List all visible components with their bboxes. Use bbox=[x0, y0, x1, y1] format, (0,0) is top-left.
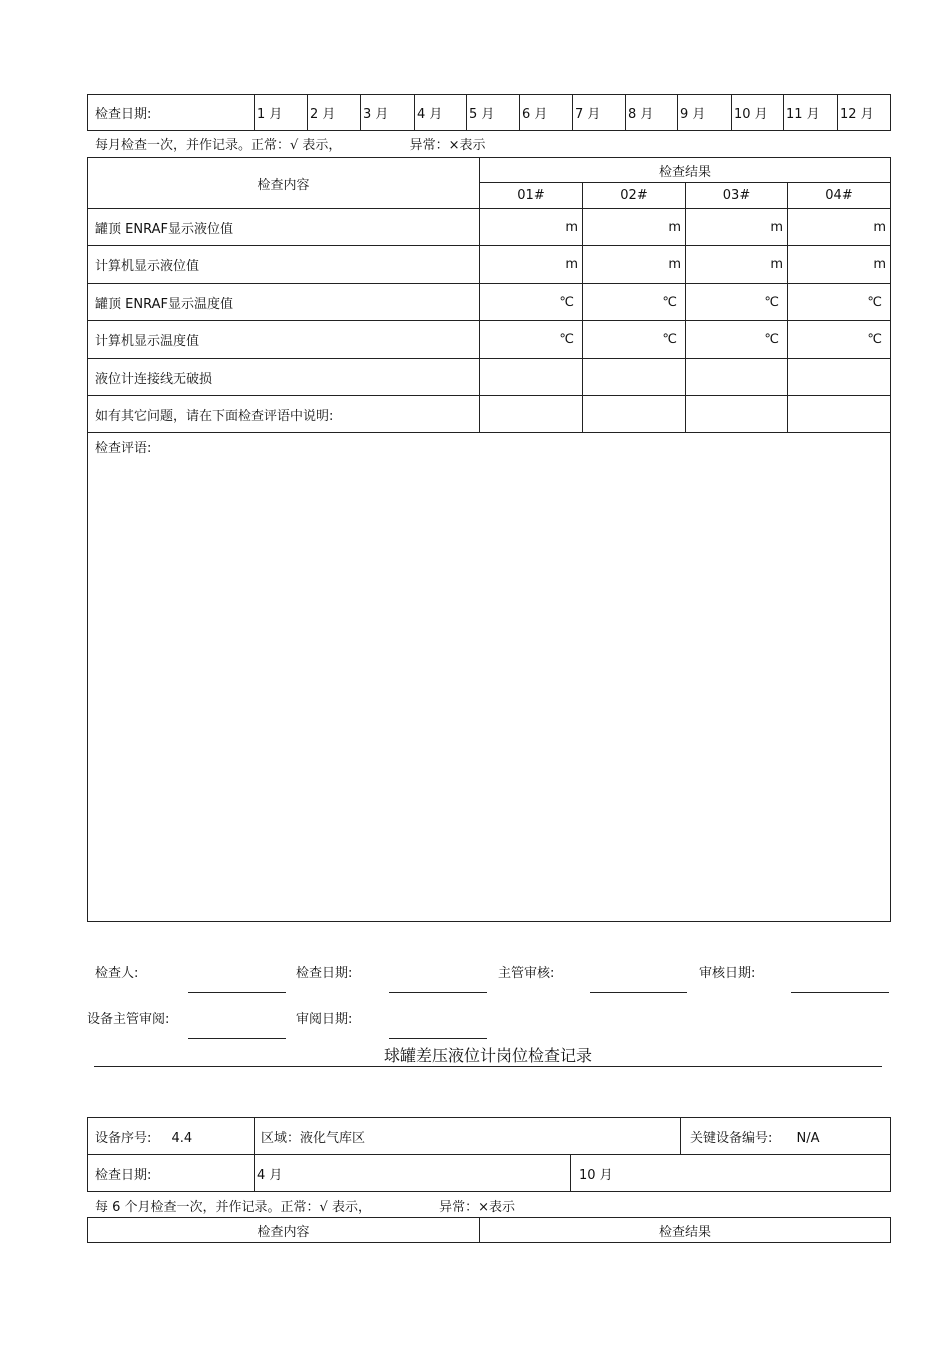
row-label: 罐顶 ENRAF显示温度值 bbox=[88, 284, 480, 321]
result-cell[interactable] bbox=[480, 396, 583, 433]
key-device-value: N/A bbox=[796, 1130, 820, 1146]
result-cell[interactable]: ℃ bbox=[583, 321, 686, 359]
key-device-label: 关键设备编号: bbox=[690, 1130, 773, 1146]
second-note-abnormal: 异常：×表示 bbox=[439, 1200, 515, 1215]
monthly-note bbox=[95, 134, 485, 153]
month-cell[interactable]: 8 月 bbox=[626, 95, 678, 131]
result-cell[interactable]: ℃ bbox=[480, 284, 583, 321]
supervisor-review-label: 主管审核: bbox=[498, 966, 555, 981]
result-cell[interactable] bbox=[686, 359, 788, 396]
month-cell[interactable]: 12 月 bbox=[838, 95, 891, 131]
device-no-value: 4.4 bbox=[171, 1130, 193, 1146]
month-cell[interactable]: 6 月 bbox=[520, 95, 573, 131]
area-cell: 区域：液化气库区 bbox=[255, 1118, 681, 1155]
read-date-line[interactable] bbox=[389, 1038, 487, 1039]
result-cell[interactable] bbox=[480, 359, 583, 396]
month-cell[interactable]: 1 月 bbox=[255, 95, 308, 131]
result-cell[interactable]: ℃ bbox=[686, 284, 788, 321]
second-note-normal: 每 6 个月检查一次，并作记录。正常：√ 表示， bbox=[95, 1200, 371, 1215]
row-label: 计算机显示温度值 bbox=[88, 321, 480, 359]
inspect-date-label: 检查日期: bbox=[296, 966, 353, 981]
result-cell[interactable]: m bbox=[686, 246, 788, 284]
comment-label: 检查评语: bbox=[95, 441, 152, 456]
result-cell[interactable]: m bbox=[583, 209, 686, 246]
result-header: 检查结果 bbox=[480, 158, 891, 183]
row-label: 罐顶 ENRAF显示液位值 bbox=[88, 209, 480, 246]
result-cell[interactable]: m bbox=[788, 209, 891, 246]
second-note bbox=[95, 1196, 515, 1215]
result-cell[interactable]: ℃ bbox=[788, 284, 891, 321]
month-cell[interactable]: 10 月 bbox=[732, 95, 784, 131]
result-cell[interactable] bbox=[583, 359, 686, 396]
results-table bbox=[87, 157, 891, 922]
column-header: 01# bbox=[480, 183, 583, 209]
month-cell[interactable]: 2 月 bbox=[308, 95, 361, 131]
month-cell[interactable]: 7 月 bbox=[573, 95, 626, 131]
device-no-cell bbox=[88, 1118, 255, 1155]
result-cell[interactable] bbox=[583, 396, 686, 433]
key-device-cell bbox=[681, 1118, 891, 1155]
inspector-signature-line[interactable] bbox=[188, 992, 286, 993]
result-cell[interactable] bbox=[686, 396, 788, 433]
second-date-label: 检查日期: bbox=[88, 1155, 255, 1192]
monthly-date-table bbox=[87, 94, 891, 131]
result-cell[interactable]: m bbox=[686, 209, 788, 246]
form-title: 球罐差压液位计岗位检查记录 bbox=[383, 1046, 592, 1065]
device-no-label: 设备序号: bbox=[95, 1130, 152, 1146]
result-cell[interactable]: m bbox=[480, 209, 583, 246]
equipment-supervisor-label: 设备主管审阅: bbox=[87, 1012, 170, 1027]
month-cell[interactable]: 11 月 bbox=[784, 95, 838, 131]
april-cell[interactable]: 4 月 bbox=[255, 1155, 571, 1192]
result-cell[interactable] bbox=[788, 396, 891, 433]
month-cell[interactable]: 3 月 bbox=[361, 95, 415, 131]
month-cell[interactable]: 5 月 bbox=[467, 95, 520, 131]
monthly-note-abnormal: 异常：×表示 bbox=[409, 138, 486, 153]
second-results-header bbox=[87, 1217, 891, 1243]
month-cell[interactable]: 4 月 bbox=[415, 95, 467, 131]
row-label: 如有其它问题，请在下面检查评语中说明: bbox=[88, 396, 480, 433]
title-underline bbox=[94, 1066, 882, 1067]
device-info-table bbox=[87, 1117, 891, 1192]
comment-area[interactable] bbox=[88, 433, 891, 922]
result-cell[interactable]: m bbox=[788, 246, 891, 284]
equipment-supervisor-line[interactable] bbox=[188, 1038, 286, 1039]
inspector-label: 检查人: bbox=[95, 966, 139, 981]
result-cell[interactable]: ℃ bbox=[480, 321, 583, 359]
column-header: 03# bbox=[686, 183, 788, 209]
read-date-label: 审阅日期: bbox=[296, 1012, 353, 1027]
second-content-header: 检查内容 bbox=[88, 1218, 480, 1243]
result-cell[interactable]: m bbox=[583, 246, 686, 284]
supervisor-review-line[interactable] bbox=[590, 992, 687, 993]
result-cell[interactable]: ℃ bbox=[686, 321, 788, 359]
row-label: 计算机显示液位值 bbox=[88, 246, 480, 284]
result-cell[interactable]: ℃ bbox=[788, 321, 891, 359]
result-cell[interactable]: ℃ bbox=[583, 284, 686, 321]
second-result-header: 检查结果 bbox=[480, 1218, 891, 1243]
monthly-note-normal: 每月检查一次，并作记录。正常：√ 表示， bbox=[95, 138, 342, 153]
result-cell[interactable]: m bbox=[480, 246, 583, 284]
month-cell[interactable]: 9 月 bbox=[678, 95, 732, 131]
result-cell[interactable] bbox=[788, 359, 891, 396]
column-header: 02# bbox=[583, 183, 686, 209]
date-label: 检查日期: bbox=[88, 95, 255, 131]
review-date-label: 审核日期: bbox=[699, 966, 756, 981]
review-date-line[interactable] bbox=[791, 992, 889, 993]
inspect-date-line[interactable] bbox=[389, 992, 487, 993]
october-cell[interactable]: 10 月 bbox=[571, 1155, 891, 1192]
content-header: 检查内容 bbox=[88, 158, 480, 209]
row-label: 液位计连接线无破损 bbox=[88, 359, 480, 396]
column-header: 04# bbox=[788, 183, 891, 209]
